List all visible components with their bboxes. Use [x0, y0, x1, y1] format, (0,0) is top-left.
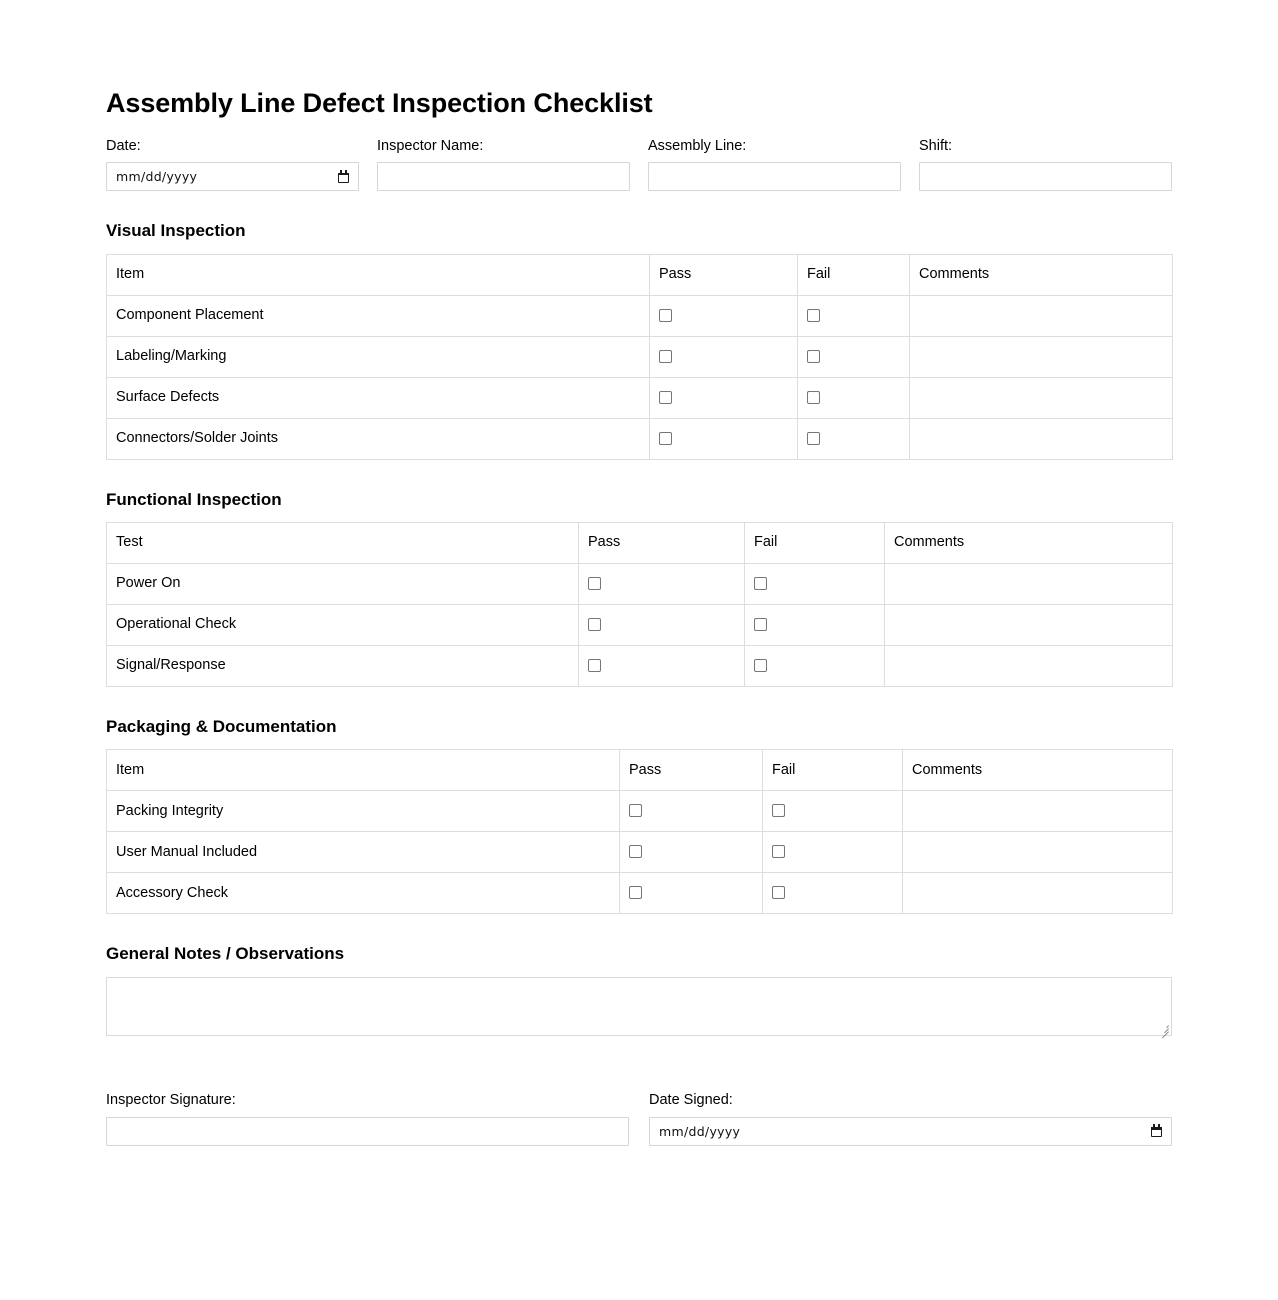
- general-notes-textarea[interactable]: [106, 977, 1172, 1036]
- row-pass-cell: [620, 791, 763, 832]
- column-header-test: Test: [107, 522, 579, 563]
- pass-checkbox[interactable]: [588, 577, 601, 590]
- fail-checkbox[interactable]: [754, 618, 767, 631]
- field-inspector-name: [377, 137, 630, 191]
- row-fail-cell: [763, 791, 903, 832]
- row-pass-cell: [579, 604, 745, 645]
- pass-checkbox[interactable]: [588, 618, 601, 631]
- column-header-fail: Fail: [763, 750, 903, 791]
- fail-checkbox[interactable]: [772, 804, 785, 817]
- calendar-icon[interactable]: [338, 170, 351, 184]
- field-label-assembly-line: Assembly Line:: [648, 138, 747, 155]
- table-row: [107, 563, 1173, 604]
- row-item-label: Packing Integrity: [107, 791, 620, 832]
- date-signed-input[interactable]: [649, 1117, 1172, 1146]
- fail-checkbox[interactable]: [772, 845, 785, 858]
- resize-grip-icon[interactable]: [1157, 1021, 1170, 1034]
- table-packaging-documentation: [106, 749, 1173, 914]
- row-fail-cell: [763, 873, 903, 914]
- column-header-pass: Pass: [650, 254, 798, 295]
- header-fields-row: [106, 137, 1172, 191]
- table-row: [107, 336, 1173, 377]
- row-pass-cell: [650, 295, 798, 336]
- row-pass-cell: [579, 563, 745, 604]
- field-shift: [919, 137, 1172, 191]
- fail-checkbox[interactable]: [754, 577, 767, 590]
- column-header-pass: Pass: [579, 522, 745, 563]
- field-label-date-signed: Date Signed:: [649, 1091, 733, 1108]
- table-row: [107, 295, 1173, 336]
- section-heading-packaging-documentation: Packaging & Documentation: [106, 716, 337, 736]
- table-header-row: [107, 522, 1173, 563]
- fail-checkbox[interactable]: [754, 659, 767, 672]
- row-pass-cell: [579, 645, 745, 686]
- field-label-date: Date:: [106, 138, 141, 155]
- row-comments-cell[interactable]: [910, 418, 1173, 459]
- row-comments-cell[interactable]: [910, 377, 1173, 418]
- row-item-label: User Manual Included: [107, 832, 620, 873]
- page-title: Assembly Line Defect Inspection Checklist: [106, 88, 653, 118]
- field-label-inspector-signature: Inspector Signature:: [106, 1091, 236, 1108]
- pass-checkbox[interactable]: [659, 309, 672, 322]
- pass-checkbox[interactable]: [659, 350, 672, 363]
- row-item-label: Component Placement: [107, 295, 650, 336]
- field-date-signed: [649, 1091, 1172, 1146]
- column-header-fail: Fail: [798, 254, 910, 295]
- row-comments-cell[interactable]: [885, 563, 1173, 604]
- signature-row: [106, 1091, 1172, 1146]
- date-placeholder-text: mm/dd/yyyy: [116, 169, 198, 185]
- section-heading-visual-inspection: Visual Inspection: [106, 221, 246, 241]
- pass-checkbox[interactable]: [659, 432, 672, 445]
- field-assembly-line: [648, 137, 901, 191]
- row-fail-cell: [798, 377, 910, 418]
- pass-checkbox[interactable]: [629, 845, 642, 858]
- pass-checkbox[interactable]: [659, 391, 672, 404]
- inspector-signature-input[interactable]: [106, 1117, 629, 1146]
- table-row: [107, 604, 1173, 645]
- row-item-label: Power On: [107, 563, 579, 604]
- row-comments-cell[interactable]: [903, 873, 1173, 914]
- pass-checkbox[interactable]: [629, 886, 642, 899]
- row-fail-cell: [745, 645, 885, 686]
- row-item-label: Surface Defects: [107, 377, 650, 418]
- row-comments-cell[interactable]: [885, 604, 1173, 645]
- row-fail-cell: [798, 295, 910, 336]
- fail-checkbox[interactable]: [772, 886, 785, 899]
- row-comments-cell[interactable]: [910, 295, 1173, 336]
- row-comments-cell[interactable]: [903, 832, 1173, 873]
- pass-checkbox[interactable]: [629, 804, 642, 817]
- field-date: [106, 137, 359, 191]
- row-comments-cell[interactable]: [903, 791, 1173, 832]
- field-label-inspector-name: Inspector Name:: [377, 138, 484, 155]
- fail-checkbox[interactable]: [807, 309, 820, 322]
- section-heading-general-notes: General Notes / Observations: [106, 944, 345, 964]
- row-fail-cell: [745, 563, 885, 604]
- date-signed-placeholder-text: mm/dd/yyyy: [659, 1123, 741, 1139]
- table-functional-inspection: [106, 522, 1173, 687]
- table-row: [107, 832, 1173, 873]
- column-header-item: Item: [107, 750, 620, 791]
- row-pass-cell: [650, 418, 798, 459]
- row-item-label: Signal/Response: [107, 645, 579, 686]
- fail-checkbox[interactable]: [807, 350, 820, 363]
- table-row: [107, 791, 1173, 832]
- assembly-line-input[interactable]: [648, 162, 901, 191]
- row-comments-cell[interactable]: [910, 336, 1173, 377]
- calendar-icon[interactable]: [1151, 1124, 1164, 1138]
- pass-checkbox[interactable]: [588, 659, 601, 672]
- row-comments-cell[interactable]: [885, 645, 1173, 686]
- column-header-pass: Pass: [620, 750, 763, 791]
- table-visual-inspection: [106, 254, 1173, 460]
- column-header-fail: Fail: [745, 522, 885, 563]
- row-item-label: Labeling/Marking: [107, 336, 650, 377]
- column-header-comments: Comments: [903, 750, 1173, 791]
- section-heading-functional-inspection: Functional Inspection: [106, 489, 282, 509]
- row-fail-cell: [745, 604, 885, 645]
- table-row: [107, 418, 1173, 459]
- table-row: [107, 377, 1173, 418]
- row-pass-cell: [620, 873, 763, 914]
- row-item-label: Accessory Check: [107, 873, 620, 914]
- row-item-label: Connectors/Solder Joints: [107, 418, 650, 459]
- field-label-shift: Shift:: [919, 138, 953, 155]
- row-fail-cell: [798, 336, 910, 377]
- column-header-comments: Comments: [885, 522, 1173, 563]
- inspector-name-input[interactable]: [377, 162, 630, 191]
- row-fail-cell: [763, 832, 903, 873]
- row-pass-cell: [620, 832, 763, 873]
- column-header-item: Item: [107, 254, 650, 295]
- table-row: [107, 873, 1173, 914]
- table-header-row: [107, 750, 1173, 791]
- field-inspector-signature: [106, 1091, 629, 1146]
- fail-checkbox[interactable]: [807, 432, 820, 445]
- column-header-comments: Comments: [910, 254, 1173, 295]
- fail-checkbox[interactable]: [807, 391, 820, 404]
- shift-input[interactable]: [919, 162, 1172, 191]
- date-input[interactable]: [106, 162, 359, 191]
- table-row: [107, 645, 1173, 686]
- row-item-label: Operational Check: [107, 604, 579, 645]
- row-fail-cell: [798, 418, 910, 459]
- row-pass-cell: [650, 336, 798, 377]
- table-header-row: [107, 254, 1173, 295]
- row-pass-cell: [650, 377, 798, 418]
